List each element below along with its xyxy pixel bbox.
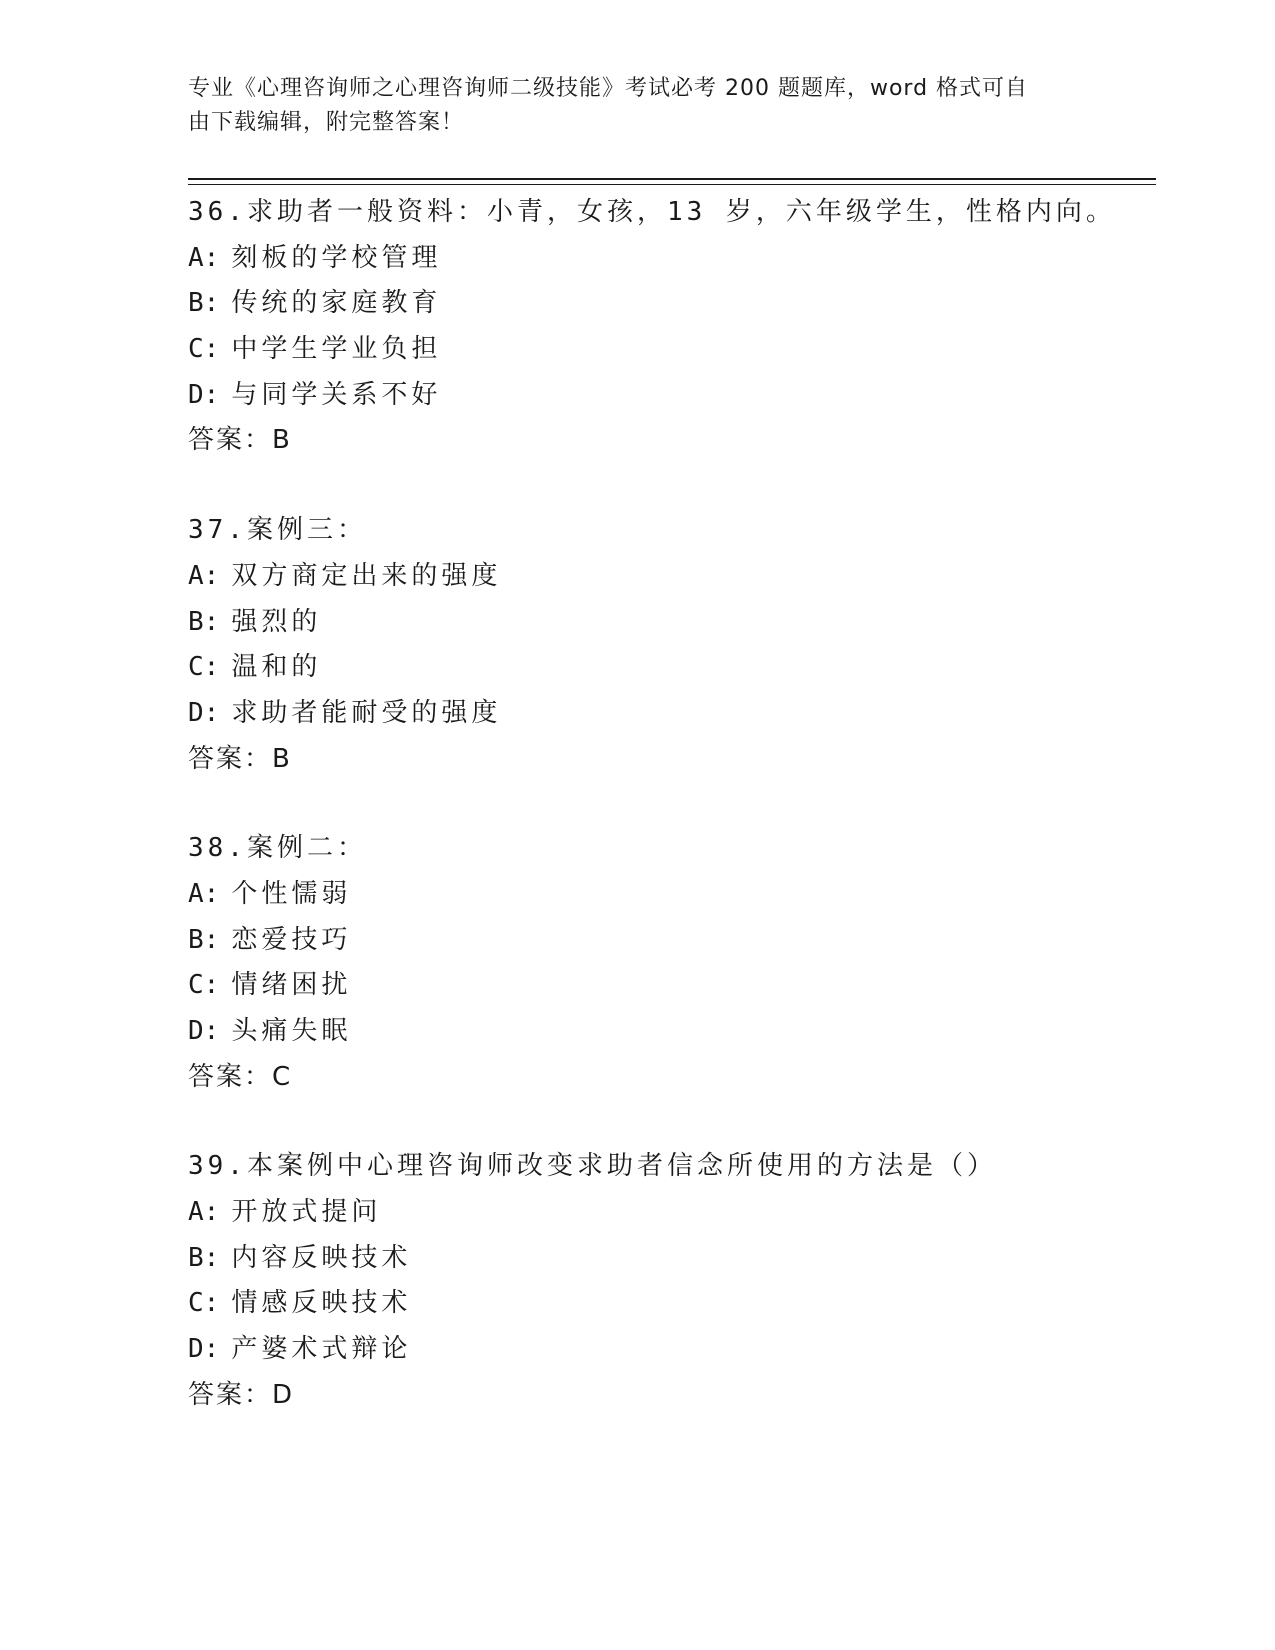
option-text: 开放式提问 (231, 1197, 382, 1228)
option-c (188, 1281, 1156, 1327)
option-letter: A: (188, 560, 220, 591)
option-d (188, 691, 1156, 737)
question-stem: 36.求助者一般资料：小青，女孩，13 岁，六年级学生，性格内向。 (188, 197, 1116, 227)
question-36 (188, 190, 1156, 464)
option-text: 头痛失眠 (231, 1016, 352, 1046)
option-text: 恋爱技巧 (231, 924, 352, 955)
option-letter: C: (188, 652, 220, 683)
option-text: 情感反映技术 (231, 1288, 412, 1319)
option-letter: A: (188, 878, 220, 909)
option-text: 个性懦弱 (231, 878, 352, 909)
option-d (188, 1009, 1156, 1055)
option-text: 温和的 (231, 652, 322, 683)
option-letter: D: (188, 379, 220, 410)
option-letter: D: (188, 1016, 220, 1046)
option-letter: B: (188, 924, 220, 955)
option-c (188, 963, 1156, 1009)
document-header (188, 72, 1068, 140)
option-text: 刻板的学校管理 (231, 242, 442, 273)
question-stem: 38.案例二： (188, 833, 367, 864)
option-a (188, 1190, 1156, 1236)
option-b (188, 918, 1156, 964)
option-text: 产婆术式辩论 (231, 1334, 412, 1365)
question-37 (188, 508, 1156, 782)
header-divider-thick (188, 178, 1156, 180)
option-c (188, 645, 1156, 691)
option-c (188, 327, 1156, 373)
answer-line: 答案：D (188, 1379, 295, 1410)
option-a (188, 554, 1156, 600)
option-text: 中学生学业负担 (231, 334, 442, 365)
answer-line: 答案：B (188, 425, 292, 456)
option-text: 与同学关系不好 (231, 379, 442, 410)
option-text: 内容反映技术 (231, 1242, 412, 1273)
header-line-2: 由下载编辑，附完整答案！ (188, 110, 465, 135)
option-a (188, 872, 1156, 918)
option-b (188, 600, 1156, 646)
answer-line: 答案：B (188, 743, 292, 774)
question-list (188, 190, 1156, 1463)
option-letter: A: (188, 242, 220, 273)
option-letter: A: (188, 1197, 220, 1228)
answer-line: 答案：C (188, 1061, 293, 1092)
option-letter: C: (188, 1288, 220, 1319)
option-b (188, 281, 1156, 327)
option-text: 求助者能耐受的强度 (231, 697, 502, 728)
option-text: 双方商定出来的强度 (231, 560, 502, 591)
option-letter: C: (188, 334, 220, 365)
option-text: 传统的家庭教育 (231, 288, 442, 319)
question-stem: 37.案例三： (188, 515, 367, 546)
option-d (188, 1327, 1156, 1373)
option-b (188, 1236, 1156, 1282)
question-stem: 39.本案例中心理咨询师改变求助者信念所使用的方法是（） (188, 1151, 997, 1182)
option-d (188, 373, 1156, 419)
option-letter: D: (188, 1334, 220, 1365)
header-line-1: 专业《心理咨询师之心理咨询师二级技能》考试必考 200 题题库，word 格式可自 (188, 76, 1029, 101)
option-letter: B: (188, 606, 220, 637)
option-text: 情绪困扰 (231, 970, 352, 1001)
option-letter: C: (188, 970, 220, 1001)
option-letter: B: (188, 288, 220, 319)
header-divider-thin (188, 184, 1156, 185)
option-letter: B: (188, 1242, 220, 1273)
question-39 (188, 1144, 1156, 1418)
option-a (188, 236, 1156, 282)
question-38 (188, 826, 1156, 1100)
option-letter: D: (188, 697, 220, 728)
option-text: 强烈的 (231, 606, 322, 637)
